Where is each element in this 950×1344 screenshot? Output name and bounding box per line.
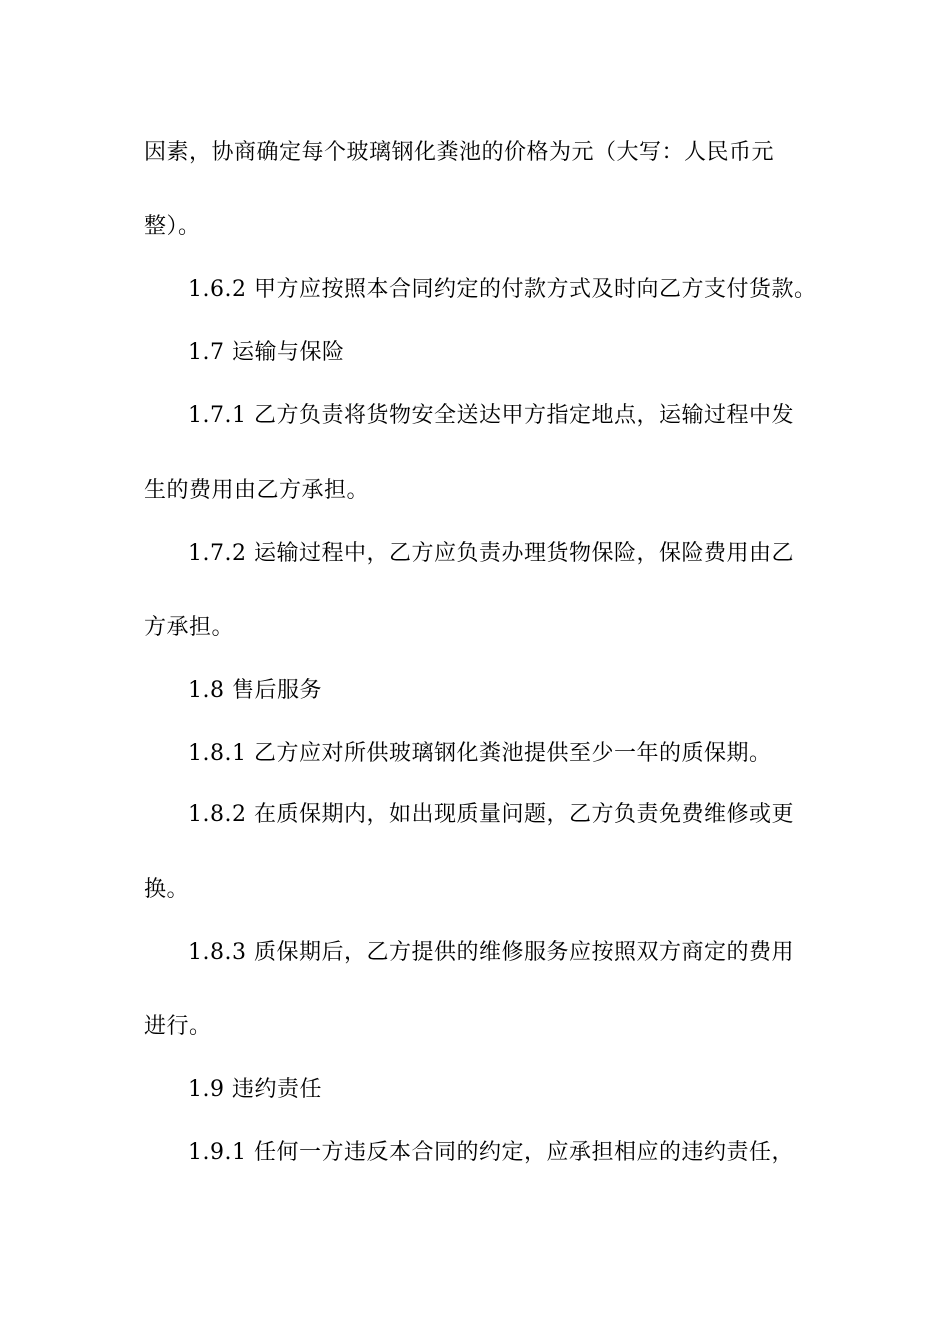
section-heading-1-7: 1.7 运输与保险 [188, 340, 345, 365]
clause-1-7-1-continued: 生的费用由乙方承担。 [144, 478, 370, 503]
clause-1-7-2: 1.7.2 运输过程中，乙方应负责办理货物保险，保险费用由乙 [188, 541, 794, 566]
clause-1-8-2: 1.8.2 在质保期内，如出现质量问题，乙方负责免费维修或更 [188, 802, 794, 827]
section-heading-1-9: 1.9 违约责任 [188, 1077, 322, 1102]
clause-1-8-1: 1.8.1 乙方应对所供玻璃钢化粪池提供至少一年的质保期。 [188, 741, 772, 766]
clause-1-6-2: 1.6.2 甲方应按照本合同约定的付款方式及时向乙方支付货款。 [188, 277, 817, 302]
paragraph-line-price-continued: 因素，协商确定每个玻璃钢化粪池的价格为元（大写：人民币元 [144, 140, 775, 165]
section-heading-1-8: 1.8 售后服务 [188, 678, 322, 703]
clause-1-8-3-continued: 进行。 [144, 1014, 212, 1039]
clause-1-7-2-continued: 方承担。 [144, 615, 235, 640]
clause-1-8-3: 1.8.3 质保期后，乙方提供的维修服务应按照双方商定的费用 [188, 940, 794, 965]
clause-1-7-1: 1.7.1 乙方负责将货物安全送达甲方指定地点，运输过程中发 [188, 403, 794, 428]
clause-1-8-2-continued: 换。 [144, 877, 190, 902]
paragraph-line-price-end: 整）。 [144, 214, 201, 239]
clause-1-9-1: 1.9.1 任何一方违反本合同的约定，应承担相应的违约责任， [188, 1140, 794, 1165]
